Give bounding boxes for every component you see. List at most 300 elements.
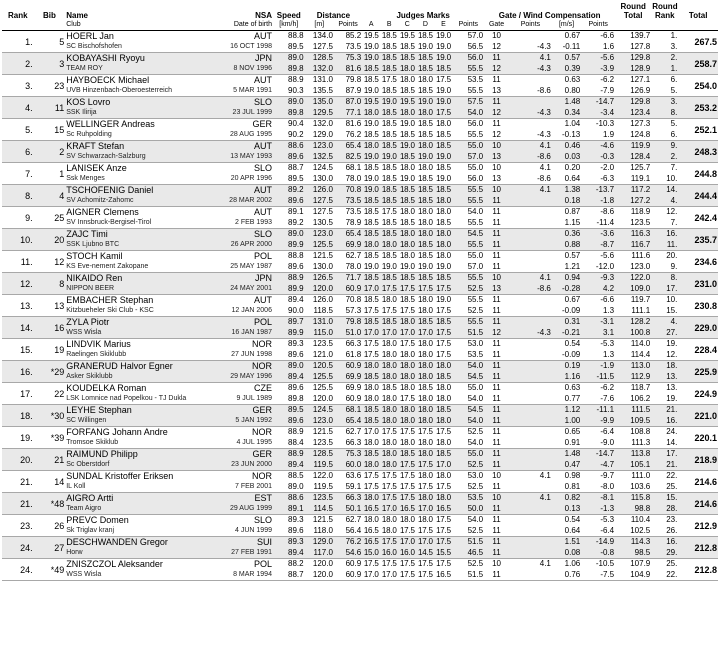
judge-b-cell-run2: 17.5 <box>381 482 397 491</box>
round-rank-cell-run1: 23. <box>666 515 678 524</box>
gate-cell <box>484 75 509 97</box>
round-total-cell-run2: 128.4 <box>630 152 651 161</box>
total-cell: 234.6 <box>678 251 718 273</box>
gate-points-cell-run2 <box>510 482 551 492</box>
speed-cell-run1: 88.6 <box>288 493 304 502</box>
gate-points-cell-run1: 4.1 <box>539 273 551 282</box>
wind-points-cell-run1: -8.6 <box>600 207 615 216</box>
wind-cell <box>552 207 581 229</box>
judge-d-cell-run2: 17.5 <box>418 460 433 469</box>
rank-cell: 23. <box>2 515 34 537</box>
athlete-cell <box>65 251 273 273</box>
round-total-cell-run2: 127.2 <box>630 196 651 205</box>
round-rank-cell-run2: 29. <box>666 548 678 557</box>
judge-c-cell <box>398 207 416 229</box>
judge-points-cell-run2: 55.5 <box>467 240 484 249</box>
judge-points-cell-run1: 56.0 <box>467 53 484 62</box>
bib-cell: 19 <box>34 339 66 361</box>
wind-points-cell-run2: -1.3 <box>600 504 615 513</box>
round-rank-cell <box>651 251 678 273</box>
distance-cell-run1: 129.0 <box>312 537 333 546</box>
judge-points-cell-run1: 54.0 <box>467 207 484 216</box>
speed-cell-run1: 88.9 <box>288 427 304 436</box>
round-rank-cell-run2: 1. <box>670 64 678 73</box>
distance-points-cell <box>334 537 362 559</box>
distance-points-cell-run1: 73.5 <box>345 207 362 216</box>
wind-points-cell <box>581 493 615 515</box>
judge-a-cell <box>362 449 380 471</box>
distance-cell-run2: 127.5 <box>312 196 333 205</box>
round-rank-cell <box>651 361 678 383</box>
judge-points-cell-run1: 57.0 <box>467 31 484 40</box>
round-total-cell-run1: 108.8 <box>630 427 651 436</box>
gate-cell-run1: 11 <box>492 449 501 458</box>
distance-cell-run2: 135.5 <box>312 86 333 95</box>
athlete-nsa: AUT <box>253 185 272 195</box>
wind-points-cell-run1: -14.7 <box>595 97 615 106</box>
judge-e-cell <box>434 427 452 449</box>
gate-points-cell <box>509 383 552 405</box>
round-total-cell <box>615 295 651 317</box>
gate-cell <box>484 515 509 537</box>
judge-b-cell <box>380 449 398 471</box>
rank-cell: 13. <box>2 295 34 317</box>
judge-a-cell <box>362 273 380 295</box>
judge-e-cell-run2: 19.0 <box>436 42 451 51</box>
round-rank-cell-run2: 7. <box>670 218 678 227</box>
round-total-cell <box>615 229 651 251</box>
judge-a-cell-run1: 19.0 <box>363 53 379 62</box>
judge-e-cell <box>434 559 452 581</box>
judge-c-cell-run1: 17.5 <box>399 427 415 436</box>
gate-cell-run1: 10 <box>492 273 501 282</box>
speed-cell-run1: 88.7 <box>288 163 304 172</box>
athlete-name: RAIMUND Philipp <box>66 449 138 459</box>
distance-cell-run1: 122.0 <box>312 471 333 480</box>
judge-points-cell <box>452 537 484 559</box>
wind-cell <box>552 97 581 119</box>
judge-b-cell-run1: 17.5 <box>381 75 397 84</box>
judge-c-cell-run2: 18.0 <box>399 108 415 117</box>
athlete-name: GRANERUD Halvor Egner <box>66 361 173 371</box>
judge-e-cell-run1: 19.0 <box>436 295 451 304</box>
judge-e-cell-run2: 17.5 <box>436 350 451 359</box>
gate-cell-run1: 10 <box>492 493 501 502</box>
judge-points-cell-run2: 56.5 <box>467 42 484 51</box>
judge-b-cell <box>380 273 398 295</box>
judge-a-cell-run1: 19.5 <box>363 31 379 40</box>
gate-points-cell-run1 <box>510 75 551 86</box>
gate-cell <box>484 427 509 449</box>
wind-cell-run1: 0.94 <box>564 273 581 282</box>
judge-points-cell <box>452 339 484 361</box>
judge-a-cell-run2: 19.0 <box>363 42 379 51</box>
total-cell: 244.8 <box>678 163 718 185</box>
round-total-cell-run1: 127.3 <box>630 119 651 128</box>
gate-points-cell <box>509 427 552 449</box>
judge-points-cell <box>452 75 484 97</box>
speed-cell-run1: 89.0 <box>288 53 304 62</box>
round-rank-cell-run2: 9. <box>670 262 678 271</box>
athlete-cell <box>65 515 273 537</box>
rank-cell: 1. <box>2 31 34 53</box>
athlete-club: Kitzbueheler Ski Club - KSC <box>66 307 154 314</box>
judge-a-cell <box>362 339 380 361</box>
table-row <box>2 537 718 559</box>
distance-cell-run1: 126.0 <box>312 185 333 194</box>
wind-cell <box>552 383 581 405</box>
judge-c-cell <box>398 449 416 471</box>
round-rank-cell-run2: 6. <box>670 130 678 139</box>
wind-points-cell <box>581 317 615 339</box>
judge-b-cell-run2: 18.0 <box>381 240 397 249</box>
judge-points-cell <box>452 559 484 581</box>
speed-cell <box>273 273 305 295</box>
speed-cell <box>273 207 305 229</box>
gate-cell-run1: 11 <box>492 405 501 414</box>
gate-cell-run2: 11 <box>492 504 501 513</box>
judge-b-cell-run1: 18.5 <box>381 119 397 128</box>
judge-d-cell <box>416 295 434 317</box>
gate-cell <box>484 207 509 229</box>
gate-points-cell <box>509 97 552 119</box>
judge-d-cell <box>416 537 434 559</box>
distance-points-cell <box>334 339 362 361</box>
round-rank-cell-run2: 15. <box>666 306 678 315</box>
judge-points-cell-run2: 57.0 <box>467 262 484 271</box>
judge-e-cell-run2: 19.0 <box>436 174 451 183</box>
speed-cell-run1: 88.6 <box>288 141 304 150</box>
round-total-cell <box>615 449 651 471</box>
round-total-cell-run2: 111.3 <box>631 438 651 447</box>
distance-cell <box>305 317 334 339</box>
name-header: Name <box>66 11 89 20</box>
judge-e-cell <box>434 317 452 339</box>
wind-cell-run1: 0.36 <box>564 229 581 238</box>
judge-b-cell <box>380 559 398 581</box>
judge-c-cell-run2: 18.0 <box>399 416 415 425</box>
judge-c-cell-run1: 18.0 <box>399 251 415 260</box>
gate-points-cell-run1 <box>510 515 551 526</box>
distance-cell-run1: 132.0 <box>312 119 333 128</box>
rank-cell: 5. <box>2 119 34 141</box>
judge-c-cell-run1: 19.5 <box>399 31 415 40</box>
judge-e-cell-run1: 18.0 <box>436 251 451 260</box>
round-total-cell-run1: 111.0 <box>631 471 651 480</box>
gate-points-cell <box>509 119 552 141</box>
athlete-name: FORFANG Johann Andre <box>66 427 168 437</box>
wind-cell-run2: 0.47 <box>564 460 581 469</box>
judge-c-cell-run1: 18.0 <box>399 515 415 524</box>
judge-b-cell <box>380 251 398 273</box>
bib-cell: 26 <box>34 515 66 537</box>
athlete-nsa: AUT <box>253 75 272 85</box>
distance-cell-run2: 127.5 <box>312 42 333 51</box>
judge-d-cell-run2: 18.0 <box>418 350 433 359</box>
round-rank-cell-run1: 20. <box>666 251 678 260</box>
gate-cell-run1: 10 <box>492 185 501 194</box>
gate-header: Gate <box>484 20 509 31</box>
round-total-cell-run1: 128.2 <box>630 317 651 326</box>
speed-cell-run1: 88.8 <box>288 251 304 260</box>
wind-points-cell <box>581 471 615 493</box>
distance-cell-run2: 120.0 <box>312 394 333 403</box>
bib-cell: 1 <box>34 163 66 185</box>
judge-a-cell-run1: 18.5 <box>363 317 379 326</box>
round-rank-cell-run2: 17. <box>666 284 678 293</box>
wind-points-cell <box>581 163 615 185</box>
distance-points-cell-run1: 62.7 <box>345 427 362 436</box>
athlete-name: KOBAYASHI Ryoyu <box>66 53 145 63</box>
speed-cell <box>273 53 305 75</box>
judge-b-cell-run1: 17.5 <box>381 493 397 502</box>
gate-cell-run1: 11 <box>492 75 501 84</box>
judge-a-cell <box>362 537 380 559</box>
athlete-name: PREVC Domen <box>66 515 129 525</box>
round-total-cell-run1: 118.7 <box>630 383 651 392</box>
distance-cell <box>305 53 334 75</box>
round-total-cell <box>615 75 651 97</box>
judge-c-cell-run1: 17.5 <box>399 339 415 348</box>
judge-e-cell-run2: 18.5 <box>436 218 451 227</box>
speed-cell <box>273 229 305 251</box>
round-total-cell-run2: 116.7 <box>630 240 651 249</box>
wind-cell-run1: 0.98 <box>564 471 581 480</box>
gate-points-cell-run1: 4.1 <box>539 141 551 150</box>
gate-points-cell-run1 <box>510 251 551 262</box>
round-total-cell <box>615 141 651 163</box>
judge-points-cell-run2: 53.5 <box>467 350 484 359</box>
round-total-cell-run1: 111.6 <box>631 251 651 260</box>
round-total-cell-run2: 123.5 <box>630 218 651 227</box>
bib-cell: 8 <box>34 273 66 295</box>
judge-b-cell-run2: 17.5 <box>381 306 397 315</box>
judge-b-cell-run1: 18.0 <box>381 295 397 304</box>
athlete-nsa: SLO <box>253 163 272 173</box>
round-total-cell <box>615 163 651 185</box>
athlete-club: SSK Ljubno BTC <box>66 241 120 248</box>
distance-cell <box>305 471 334 493</box>
judge-b-cell-run2: 18.5 <box>381 108 397 117</box>
round-rank-cell-run2: 22. <box>666 570 678 579</box>
judge-d-cell <box>416 273 434 295</box>
judge-points-cell-run2: 52.5 <box>467 482 484 491</box>
round-total-cell <box>615 273 651 295</box>
distance-cell-run2: 130.0 <box>312 174 333 183</box>
judge-d-cell-run2: 19.0 <box>418 42 433 51</box>
distance-points-cell <box>334 273 362 295</box>
round-rank-cell <box>651 53 678 75</box>
athlete-club: Horw <box>66 549 83 556</box>
athlete-cell <box>65 53 273 75</box>
judge-c-cell-run1: 18.0 <box>399 405 415 414</box>
wind-cell <box>552 427 581 449</box>
gate-points-cell-run1 <box>510 427 551 438</box>
gate-cell-run2: 11 <box>492 526 501 535</box>
judge-points-cell-run1: 53.5 <box>467 75 484 84</box>
wind-points-cell <box>581 141 615 163</box>
round-rank-cell-run2: 19. <box>666 394 678 403</box>
round-rank-cell <box>651 515 678 537</box>
judge-points-cell-run1: 53.0 <box>467 471 484 480</box>
judge-b-cell-run1: 17.5 <box>381 559 397 568</box>
distance-cell-run1: 127.5 <box>312 207 333 216</box>
gate-points-cell <box>509 339 552 361</box>
athlete-club: Asker Skiklubb <box>66 373 113 380</box>
distance-points-cell-run1: 69.9 <box>345 383 362 392</box>
distance-points-cell <box>334 31 362 53</box>
wind-points-cell-run2: -12.0 <box>595 262 615 271</box>
round-total-cell <box>615 31 651 53</box>
round-rank-cell-run2: 2. <box>670 152 678 161</box>
wind-points-cell-run2: -4.7 <box>600 460 615 469</box>
distance-points-cell-run2: 73.5 <box>345 42 362 51</box>
judge-c-cell <box>398 383 416 405</box>
distance-points-cell-run1: 87.0 <box>345 97 362 106</box>
distance-cell <box>305 295 334 317</box>
wind-cell-run2: 0.81 <box>564 482 581 491</box>
distance-cell-run2: 125.5 <box>312 372 333 381</box>
distance-cell-run1: 123.0 <box>312 141 333 150</box>
judge-c-cell <box>398 339 416 361</box>
gate-points-cell <box>509 75 552 97</box>
athlete-dob: 27 FEB 1991 <box>231 549 272 556</box>
wind-points-cell-run2: 1.6 <box>603 42 615 51</box>
judge-a-cell-run2: 19.0 <box>363 262 379 271</box>
athlete-nsa: AUT <box>253 207 272 217</box>
athlete-club: SV Achomitz-Zahomc <box>66 197 134 204</box>
gate-cell-run1: 11 <box>492 97 501 106</box>
gate-cell-run1: 11 <box>492 537 501 546</box>
judge-b-cell-run2: 18.0 <box>381 372 397 381</box>
judge-b-cell-run2: 18.0 <box>381 416 397 425</box>
speed-cell-run1: 89.3 <box>288 515 304 524</box>
distance-cell-run2: 132.0 <box>312 64 333 73</box>
speed-cell-run2: 89.4 <box>288 548 304 557</box>
judge-d-cell <box>416 75 434 97</box>
judge-d-cell-run2: 17.0 <box>418 328 433 337</box>
distance-points-cell <box>334 405 362 427</box>
judge-c-cell-run2: 19.0 <box>399 174 415 183</box>
rank-cell: 24. <box>2 537 34 559</box>
judge-e-cell-run1: 19.0 <box>436 97 451 106</box>
distance-cell-run2: 125.5 <box>312 240 333 249</box>
rank-cell: 11. <box>2 251 34 273</box>
round-total-cell-run2: 109.0 <box>630 284 651 293</box>
speed-cell-run1: 89.0 <box>288 97 304 106</box>
round-total-cell-run2: 98.5 <box>634 548 651 557</box>
bib-cell: 16 <box>34 317 66 339</box>
gate-cell-run1: 11 <box>492 53 501 62</box>
wind-cell-run1: 1.38 <box>564 185 581 194</box>
judge-e-cell-run2: 18.5 <box>436 372 451 381</box>
speed-cell <box>273 75 305 97</box>
speed-cell-run2: 90.0 <box>288 306 304 315</box>
judge-b-cell-run2: 17.0 <box>381 570 397 579</box>
table-row <box>2 251 718 273</box>
round-rank-cell-run2: 10. <box>666 174 678 183</box>
wind-points-cell-run1: -5.6 <box>600 53 615 62</box>
wind-points-cell <box>581 559 615 581</box>
table-row <box>2 75 718 97</box>
speed-cell <box>273 383 305 405</box>
round-total-cell-run2: 106.2 <box>630 394 651 403</box>
judge-e-cell-run1: 18.5 <box>436 141 451 150</box>
judge-c-cell-run2: 18.5 <box>399 152 415 161</box>
round-total-cell-run2: 100.8 <box>630 328 651 337</box>
judge-e-cell-run1: 18.0 <box>436 471 451 480</box>
judge-a-cell-run1: 17.5 <box>363 559 379 568</box>
judge-b-cell-run2: 18.0 <box>381 394 397 403</box>
judge-e-cell-run1: 17.5 <box>436 537 451 546</box>
speed-cell-run2: 89.6 <box>288 416 304 425</box>
judge-c-cell-run2: 17.5 <box>399 460 415 469</box>
round-total-cell <box>615 515 651 537</box>
athlete-club: SSK Ilirija <box>66 109 97 116</box>
gate-points-cell <box>509 295 552 317</box>
wind-points-cell-run1: -6.2 <box>600 75 615 84</box>
judge-b-cell <box>380 163 398 185</box>
athlete-nsa: AUT <box>253 31 272 41</box>
judge-points-cell-run1: 52.5 <box>467 559 484 568</box>
gate-cell <box>484 317 509 339</box>
gate-cell <box>484 537 509 559</box>
judge-b-cell <box>380 537 398 559</box>
judge-a-cell-run1: 18.0 <box>363 493 379 502</box>
wind-points-cell-run1: -2.0 <box>600 163 615 172</box>
speed-cell-run2: 89.1 <box>288 504 304 513</box>
distance-cell-run1: 121.5 <box>312 427 333 436</box>
speed-cell <box>273 97 305 119</box>
rank-cell: 10. <box>2 229 34 251</box>
athlete-dob: 28 MAR 2002 <box>229 197 272 204</box>
rank-cell: 9. <box>2 207 34 229</box>
gate-cell <box>484 251 509 273</box>
judge-a-cell <box>362 31 380 53</box>
gate-points-cell-run2 <box>510 372 551 382</box>
athlete-nsa: SLO <box>253 97 272 107</box>
distance-points-cell-run2: 66.3 <box>345 438 362 447</box>
round-total-header: Round Total <box>620 2 646 20</box>
judge-points-cell-run2: 54.0 <box>467 108 484 117</box>
round-rank-cell <box>651 185 678 207</box>
judge-e-cell <box>434 119 452 141</box>
round-total-cell-run2: 103.6 <box>630 482 651 491</box>
judge-points-cell-run1: 51.5 <box>467 537 484 546</box>
gate-points-cell <box>509 53 552 75</box>
gate-points-cell <box>509 493 552 515</box>
judge-d-cell-run2: 19.0 <box>418 262 433 271</box>
judge-points-cell-run2: 52.5 <box>467 306 484 315</box>
gate-points-cell-run2: -8.6 <box>537 174 551 183</box>
judge-d-cell-run1: 18.0 <box>418 449 433 458</box>
round-rank-cell <box>651 119 678 141</box>
rank-cell: 3. <box>2 75 34 97</box>
total-cell: 225.9 <box>678 361 718 383</box>
judge-c-cell-run1: 18.5 <box>399 185 415 194</box>
judge-b-cell <box>380 207 398 229</box>
judge-a-cell <box>362 383 380 405</box>
gate-cell-run2: 12 <box>492 328 501 337</box>
judge-b-cell-run1: 18.5 <box>381 163 397 172</box>
judge-a-cell-run1: 17.0 <box>363 427 379 436</box>
round-rank-cell-run1: 24. <box>666 427 678 436</box>
judge-b-cell-run2: 18.5 <box>381 130 397 139</box>
gate-cell <box>484 449 509 471</box>
bib-header: Bib <box>42 11 56 20</box>
speed-cell <box>273 339 305 361</box>
wind-points-cell <box>581 31 615 53</box>
